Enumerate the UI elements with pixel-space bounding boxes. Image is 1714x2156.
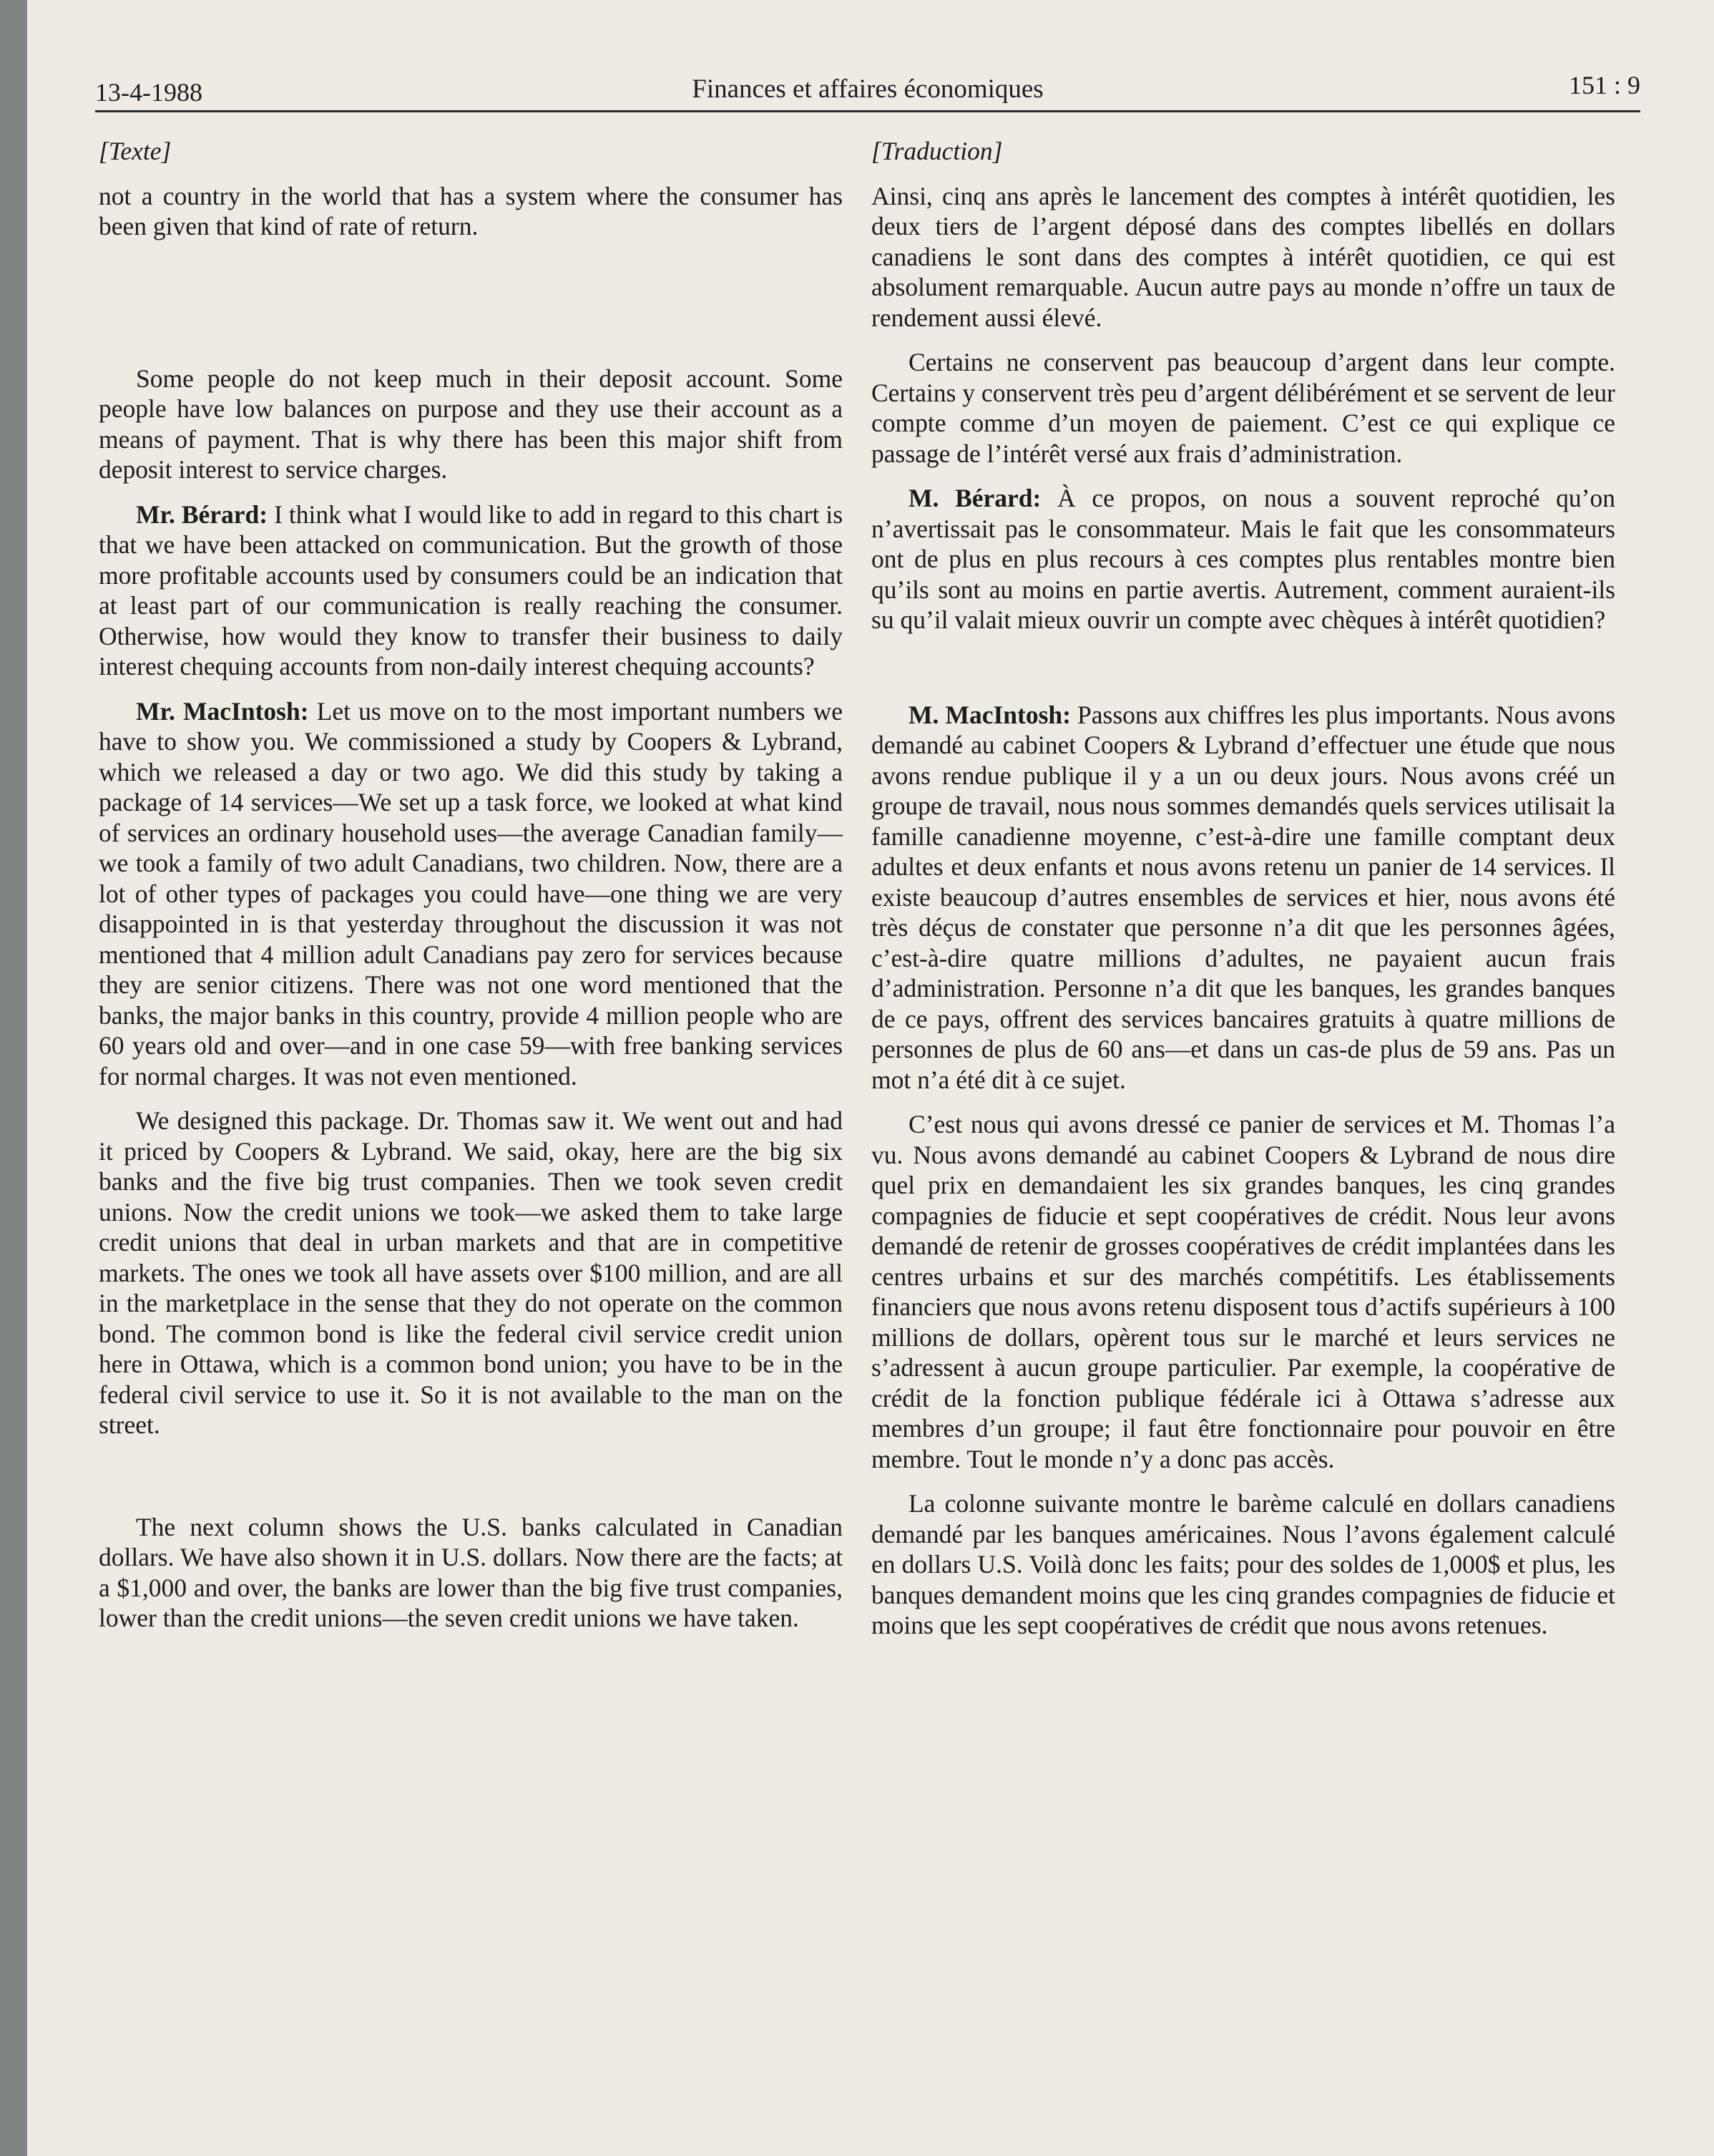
paragraph	[871, 700, 1615, 1096]
paragraph	[99, 696, 843, 1092]
header-title: Finances et affaires économiques	[692, 74, 1044, 104]
paragraph: Certains ne conservent pas beaucoup d’argent dans leur compte. Certains y conservent très peu d’argent délibérément et se servent de leur compte comme d’un moyen de paiement. C’est ce qui explique ce passage de l’intérêt versé aux frais d’administration.	[871, 348, 1615, 468]
column-tag: [Traduction]	[871, 137, 1003, 165]
paragraph: La colonne suivante montre le barème calculé en dollars canadiens demandé par les banques américaines. Nous l’avons également calculé en dollars U.S. Voilà donc les faits; pour des soldes de 1,000$ et plus, les banques demandent moins que les cinq grandes compagnies de fiducie et moins que les sept coopératives de crédit que nous avons retenues.	[871, 1489, 1615, 1639]
paragraph	[99, 499, 843, 682]
column-tag-text: Texte	[108, 137, 162, 165]
document-page	[27, 0, 1714, 2156]
paragraph: C’est nous qui avons dressé ce panier de services et M. Thomas l’a vu. Nous avons demandé au cabinet Coopers & Lybrand de nous dire quel prix en demandaient les six grandes banques, les cinq grandes compagnies de fiducie et sept coopératives de crédit. Nous leur avons demandé de retenir de grosses coopératives de crédit implantées dans les centres urbains et sur des marchés compétitifs. Les établissements financiers que nous avons retenu disposent tous d’actifs supérieurs à 100 millions de dollars, opèrent tous sur le marché et leurs services ne s’adressent à aucun groupe particulier. Par exemple, la coopérative de crédit de la fonction publique fédérale ici à Ottawa s’adresse aux membres d’un groupe; il faut être fonctionnaire pour pouvoir en être membre. Tout le monde n’y a donc pas accès.	[871, 1110, 1615, 1473]
paragraph: We designed this package. Dr. Thomas saw it. We went out and had it priced by Coopers & Lybrand. We said, okay, here are the big six banks and the five big trust companies. Then we took seven credit unions. Now the credit unions we took—we asked them to take large credit unions that deal in urban markets and that are in competitive markets. The ones we took all have assets over $100 million, and are all in the marketplace in the sense that they do not operate on the common bond. The common bond is like the federal civil service credit union here in Ottawa, which is a common bond union; you have to be in the federal civil service to use it. So it is not available to the man on the street.	[99, 1106, 843, 1439]
header-page-number: 151 : 9	[1568, 71, 1640, 99]
english-column	[99, 136, 843, 1648]
column-tag: [Texte]	[99, 137, 172, 165]
french-column	[871, 136, 1615, 1655]
paragraph: The next column shows the U.S. banks calculated in Canadian dollars. We have also shown it in U.S. dollars. Now there are the facts; at a $1,000 and over, the banks are lower than the big five trust companies, lower than the credit unions—the seven credit unions we have taken.	[99, 1512, 843, 1632]
speech-text: Let us move on to the most important numbers we have to show you. We commissioned a study by Coopers & Lybrand, which we released a day or two ago. We did this study by taking a package of 14 services—We set up a task force, we looked at what kind of services an ordinary household uses—the average Canadian family—we took a family of two adult Canadians, two children. Now, there are a lot of other types of packages you could have—one thing we are very disappointed in is that yesterday throughout the discussion it was not mentioned that 4 million adult Canadians pay zero for services because they are senior citizens. There was not one word mentioned that the banks, the major banks in this country, provide 4 million people who are 60 years old and over—and in one case 59—with free banking services for normal charges. It was not even mentioned.	[99, 696, 843, 1091]
speaker-name: M. MacIntosh:	[909, 700, 1071, 729]
speech-text: À ce propos, on nous a souvent reproché qu’on n’avertissait pas le consommateur. Mais le fait que les consommateurs ont de plus en plus recours à ces comptes plus rentables montre bien qu’ils sont au moins en partie avertis. Autrement, comment auraient-ils su qu’il valait mieux ouvrir un compte avec chèques à intérêt quotidien?	[871, 484, 1616, 634]
speech-text: I think what I would like to add in regard to this chart is that we have been attacked on communication. But the growth of those more profitable accounts used by consumers could be an indication that at least part of our communication is really reaching the consumer. Otherwise, how would they know to transfer their business to daily interest chequing accounts from non-daily interest chequing accounts?	[99, 499, 843, 681]
column-tag-text: Traduction	[881, 137, 993, 165]
speaker-name: M. Bérard:	[909, 484, 1042, 512]
paragraph: Ainsi, cinq ans après le lancement des comptes à intérêt quotidien, les deux tiers de l’argent déposé dans des comptes libellés en dollars canadiens le sont dans des comptes à intérêt quotidien, ce qui est absolument remarquable. Aucun autre pays au monde n’offre un taux de rendement aussi élevé.	[871, 181, 1615, 332]
header-date: 13-4-1988	[95, 78, 202, 107]
paragraph: not a country in the world that has a system where the consumer has been given that kind of rate of return.	[99, 181, 843, 240]
page-header	[95, 66, 1640, 112]
speaker-name: Mr. Bérard:	[136, 499, 268, 529]
paragraph	[871, 483, 1615, 635]
speech-text: Passons aux chiffres les plus importants. Nous avons demandé au cabinet Coopers & Lybrand d’effectuer une étude que nous avons rendue publique il y a un ou deux jours. Nous avons créé un groupe de travail, nous nous sommes demandés quels services utilisait la famille canadienne moyenne, c’est-à-dire une famille comptant deux adultes et deux enfants et nous avons retenu un panier de 14 services. Il existe beaucoup d’autres ensembles de services et hier, nous avons été très déçus de constater que personne n’a dit que les personnes âgées, c’est-à-dire quatre millions d’adultes, ne payaient aucun frais d’administration. Personne n’a dit que les banques, les grandes banques de ce pays, offrent des services bancaires gratuits à quatre millions de personnes de plus de 60 ans—et dans un cas-de plus de 59 ans. Pas un mot n’a été dit à ce sujet.	[871, 700, 1616, 1094]
paragraph: Some people do not keep much in their deposit account. Some people have low balances on purpose and they use their account as a means of payment. That is why there has been this major shift from deposit interest to service charges.	[99, 364, 843, 484]
speaker-name: Mr. MacIntosh:	[136, 696, 309, 726]
